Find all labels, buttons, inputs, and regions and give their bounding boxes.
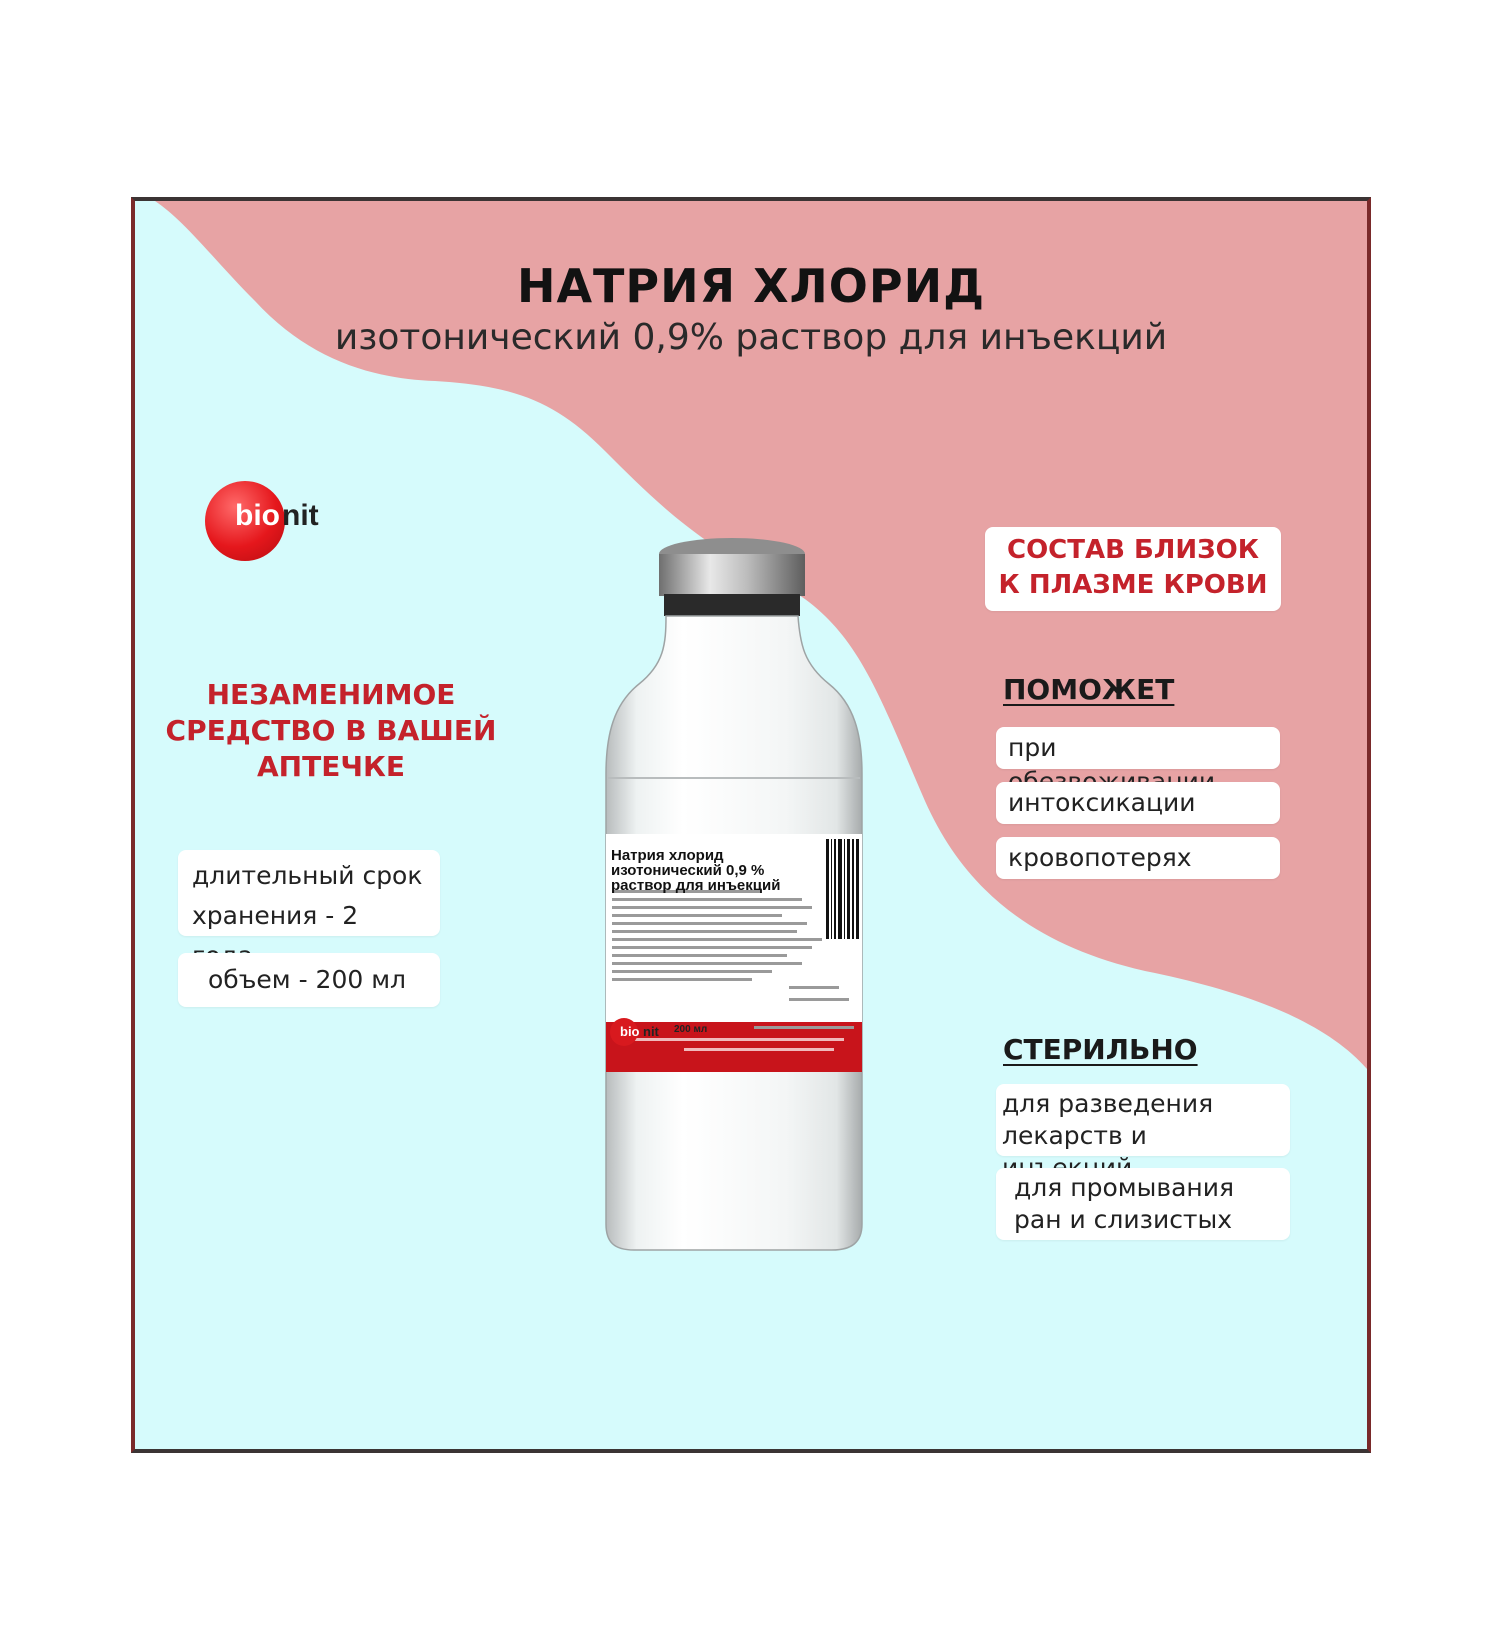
product-card	[131, 197, 1371, 1453]
saline-bottle-image	[604, 534, 864, 1254]
storage-line: длительный срок	[192, 861, 423, 890]
logo-text-bio: bio	[235, 499, 280, 532]
plasma-badge	[985, 527, 1281, 611]
sterile-line: лекарств и	[1002, 1121, 1147, 1150]
left-headline-line: СРЕДСТВО В ВАШЕЙ	[165, 714, 497, 747]
sterile-item	[996, 1084, 1290, 1156]
volume-text: объем - 200 мл	[208, 965, 407, 994]
label-title-line: изотонический 0,9 %	[611, 862, 765, 879]
help-item: кровопотерях	[996, 837, 1280, 879]
sterile-line: ран и слизистых	[1014, 1205, 1233, 1234]
label-logo	[610, 1018, 664, 1046]
label-title-line: Натрия хлорид	[611, 847, 724, 864]
logo-text-nit: nit	[282, 499, 319, 532]
plasma-line: К ПЛАЗМЕ КРОВИ	[998, 570, 1268, 600]
sterile-heading: СТЕРИЛЬНО	[1003, 1033, 1198, 1066]
storage-line: хранения - 2	[192, 901, 359, 930]
help-item: при	[996, 727, 1280, 769]
page-title: НАТРИЯ ХЛОРИД	[516, 259, 986, 313]
plasma-line: СОСТАВ БЛИЗОК	[1007, 535, 1259, 565]
label-logo-nit: nit	[643, 1024, 659, 1039]
left-headline	[161, 677, 501, 785]
help-heading: ПОМОЖЕТ	[1003, 673, 1175, 706]
label-volume: 200 мл	[674, 1024, 708, 1035]
bottle-label-text	[604, 534, 864, 1254]
sterile-line: для разведения	[1002, 1089, 1214, 1118]
left-headline-line: АПТЕЧКЕ	[257, 750, 405, 783]
page-subtitle: изотонический 0,9% раствор для инъекций	[334, 317, 1168, 358]
sterile-item	[996, 1168, 1290, 1240]
left-headline-line: НЕЗАМЕНИМОЕ	[206, 678, 456, 711]
label-title-line: раствор для инъекций	[611, 877, 781, 894]
bionit-logo	[205, 481, 335, 565]
volume-info-badge	[178, 953, 440, 1007]
label-logo-bio: bio	[620, 1024, 640, 1039]
storage-info-badge	[178, 850, 440, 936]
help-item: интоксикации	[996, 782, 1280, 824]
sterile-line: для промывания	[1014, 1173, 1235, 1202]
